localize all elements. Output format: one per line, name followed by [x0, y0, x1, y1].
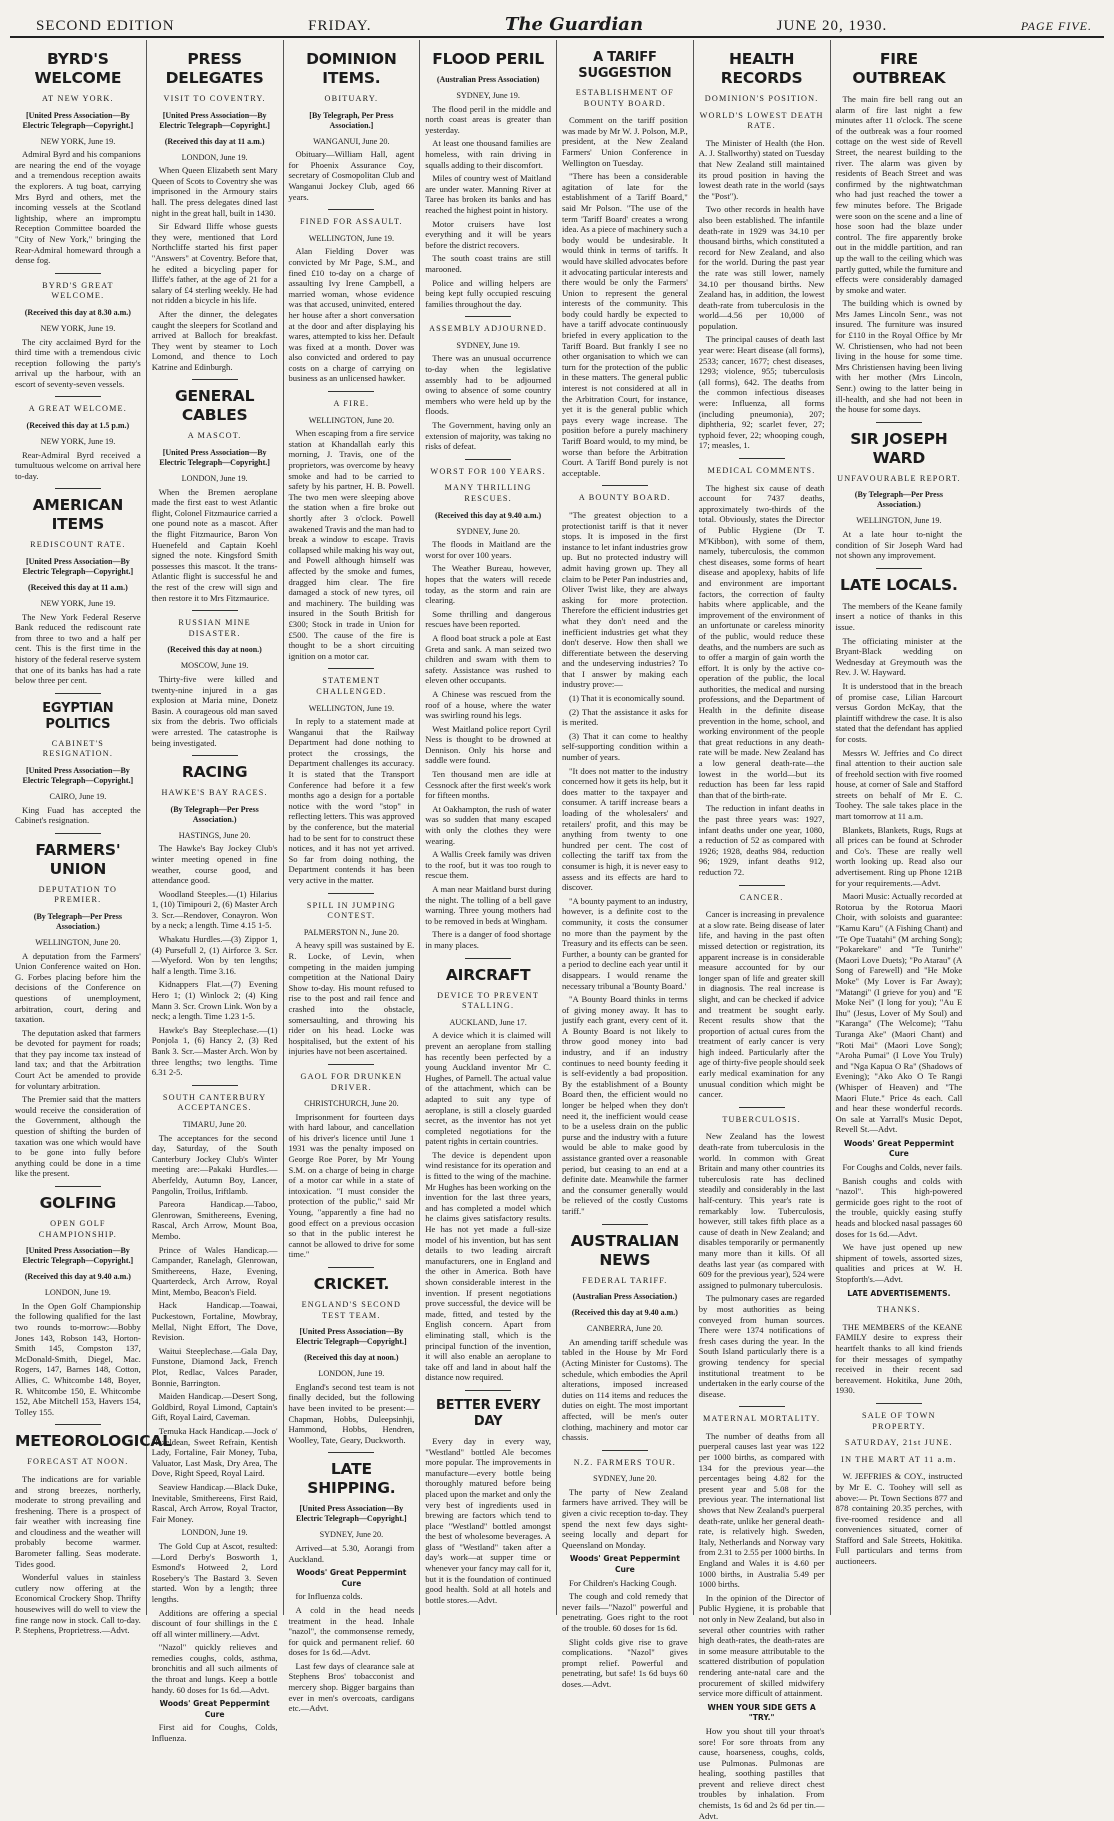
- paragraph: "A Bounty Board thinks in terms of giving money away. It has to justify each grant, every cent of it. A Bounty Board is not likely to throw good money into bad industry, and if an industry continues to need bounty feeding it is self-evidently a bad proposition. By the establishment of a Bounty Board then, the efficient would no longer be helped when they don't need it, the inefficient would cease to be a useless drain on the public purse and the industry with a future would be able to make good by assistance granted over a reasonable period, but ceasing to an end at a definite date. Meanwhile the farmer and the consumer generally would be relieved of the costly Customs tariff.": [562, 994, 688, 1216]
- dateline: MOSCOW, June 19.: [180, 661, 249, 671]
- wire-credit: (Received this day at 9.40 a.m.): [435, 510, 542, 520]
- dateline: SYDNEY, June 20.: [593, 1474, 657, 1484]
- paragraph: The indications are for variable and strong breezes, northerly, moderate to strong prevailing and freshening. There is a prospect of fair weather with increasing fine and cloudiness and the weather will probably become warmer. Barometer falling. Seas moderate. Tides good.: [15, 1473, 141, 1569]
- section-divider: [328, 668, 374, 669]
- paragraph: There is a danger of food shortage in many places.: [425, 929, 551, 950]
- wire-credit: (Received this day at 11 a.m.): [27, 583, 128, 593]
- dateline: SYDNEY, June 19.: [456, 91, 520, 100]
- paragraph: Additions are offering a special discount of four shillings in the £ off all winter millinery.—Advt.: [151, 1607, 278, 1639]
- headline: AMERICAN ITEMS: [32, 496, 124, 534]
- paragraph: "Nazol" quickly relieves and remedies coughs, colds, asthma, bronchitis and all such ailments of the throat and lungs. Keep a bottle handy. 60 doses for 1s 6d.—Advt.: [151, 1642, 278, 1695]
- section-divider: [739, 885, 785, 886]
- wire-credit: (By Telegraph—Per Press Association.): [33, 911, 122, 931]
- dateline: CHRISTCHURCH, June 20.: [304, 1099, 399, 1109]
- paragraph: Maiden Handicap.—Desert Song, Goldbird, Royal Limond, Captain's Gift, Royal Laird, Caveman.: [151, 1391, 278, 1423]
- subheading: HAWKE'S BAY RACES.: [161, 788, 268, 798]
- headline: DOMINION ITEMS.: [306, 50, 397, 87]
- section-divider: [465, 1390, 511, 1391]
- paragraph: There was an unusual occurrence to-day when the legislative assembly had to be adjourned owing to absence of some country members who were held up by the floods.: [425, 353, 551, 417]
- headline: AUSTRALIAN NEWS: [570, 1231, 680, 1269]
- paragraph: A man near Maitland burst during the night. The tolling of a bell gave warning. Three young mothers had to be removed in beds at Wingham.: [425, 884, 551, 926]
- paragraph: The Weather Bureau, however, hopes that the waters will recede today, as the storm and rain are clearing.: [425, 563, 551, 606]
- paragraph: The highest six cause of death account for 7437 deaths, approximately two-thirds of the total. Obviously, states the Director of Public Hygiene (Dr T. M'Kibbon), with some of them, namely, tuberculosis, the common chest diseases, some forms of heart disease and apoplexy, habits of life and environment are important factors, the correction of faulty habits where applicable, and the improvement of the environment of an unfortunate or careless minority of the public, would reduce these deaths, and the numbers are such as to offer a margin of gain worth the effort. It is only by the active co-operation of the public, the local authorities, the medical and nursing professions, and the Department of Health in the definite disease prevention in the home, school, and working environment of the people that great reductions in any death-rate will be made. New Zealand has a low general death-rate—the lowest in the world—but its reduction has been far less rapid than that of the birth-rate.: [698, 482, 825, 800]
- headline: GENERAL CABLES: [174, 387, 255, 425]
- section-divider: [55, 833, 101, 834]
- dateline: WELLINGTON, June 19.: [856, 516, 942, 526]
- paragraph: When the Bremen aeroplane made the first east to west Atlantic flight, Colonel Fitzmaurice carried a one pound note as a mascot. After the flight Fitzmaurice, Baron Von Huenefeld and Captain Koehl signed the note. Kingsford Smith possesses this mascot. It the trans-Atlantic flight is successful he and the rest of the crew will sign and then restore it to Mrs Fitzmaurice.: [151, 486, 278, 603]
- paragraph: Arrived—at 5.30, Aorangi from Auckland.: [288, 1542, 415, 1564]
- paragraph: The members of the Keane family insert a notice of thanks in this issue.: [835, 600, 963, 632]
- paragraph: The principal causes of death last year were: Heart disease (all forms), 2533; cancer, 1677; chest diseases, 1293; violence, 955; tuberculosis (all forms), 642. The deaths from the common infectious diseases were: Influenza, all forms (including pneumonia), 207; diphtheria, 92; scarlet fever, 27; typhoid fever, 22; whooping cough, 17; measles, 1.: [698, 334, 825, 451]
- dateline: CANBERRA, June 20.: [586, 1324, 663, 1334]
- column-grid: [10, 40, 1104, 1821]
- subheading: A FIRE.: [333, 399, 370, 409]
- subheading: A MASCOT.: [187, 431, 242, 441]
- wire-credit: (Received this day at 8.30 a.m.): [24, 307, 131, 317]
- column-7: [831, 40, 968, 1615]
- column-3: [284, 40, 421, 1714]
- paragraph: Maori Music: Actually recorded at Rotorua by the Rotorua Maori Choir, with soloists and guarantee: "Kamu Karu" (A Fishing Chant) and "Te Ope Tuatahi" (M arching Song); "Pokarekare" and "Te Tunirhe" (Maori Love Duets); "Po Atarau" (A Song of Farewell) and "He Moke Moke" (My Lover is Far Away); "Matangi" (I grieve for you) and "E Moke Nei" (I long for you); "Au E Ihu" (Jesus, Lover of My Soul) and "Karanga" (The Welcome); "Tahu Turanga Ake" (Maori Chant) and "Roti Mai" (Maori Love Song); "Aroha Pumai" (I Love You Truly) and "Nga Kapua O Ra" (Shadows of Evening); "Ako Ako O Te Rangi (Whisper of Heaven) and "The Maori Flute." Price 4s each. Call and hear these wonderful records. On sale at Yarrall's Music Depot, Revell St.—Advt.: [835, 891, 963, 1135]
- wire-credit: [United Press Association—By Electric Telegraph—Copyright.]: [159, 110, 270, 130]
- paragraph: A deputation from the Farmers' Union Conference waited on Hon. G. Forbes placing before him the decisions of the Conference on questions of unemployment, arbitration, court, dering and taxation.: [15, 950, 141, 1025]
- subheading: FEDERAL TARIFF.: [582, 1275, 668, 1285]
- headline: RACING: [181, 763, 248, 782]
- subheading: THANKS.: [877, 1305, 921, 1315]
- paragraph: (3) That it can come to healthy self-supporting condition within a number of years.: [562, 730, 688, 763]
- paragraph: Motor cruisers have lost everything and it will be years before the district recovers.: [425, 218, 551, 250]
- paragraph: Hack Handicap.—Toawai, Puckestown, Fortaline, Mowbray, Mellal, Night Effort, The Dove, Revision.: [151, 1300, 278, 1343]
- headline: BYRD'S WELCOME: [34, 50, 122, 87]
- newspaper-title: The Guardian: [505, 14, 644, 35]
- wire-credit: [United Press Association—By Electric Telegraph—Copyright.]: [159, 448, 270, 468]
- wire-credit: (Received this day at noon.): [304, 1353, 399, 1363]
- paragraph: Banish coughs and colds with "nazol". This high-powered germicide goes right to the root of the trouble, quickly easing stuffy heads and blocked nasal passages 60 doses for 1s 6d.—Advt.: [835, 1175, 963, 1239]
- headline: FIRE OUTBREAK: [852, 50, 946, 87]
- wire-credit: (Australian Press Association): [436, 75, 540, 84]
- dateline: LONDON, June 19.: [44, 1288, 111, 1298]
- paragraph: King Fuad has accepted the Cabinet's resignation.: [15, 804, 141, 826]
- section-divider: [602, 1450, 648, 1451]
- paragraph: The deputation asked that farmers be devoted for payment for roads; that they pay income tax instead of land tax; and that the Arbitration Court Act be amended to provide for voluntary arbitration.: [15, 1027, 141, 1091]
- section-divider: [876, 422, 922, 423]
- subheading: MEDICAL COMMENTS.: [707, 466, 816, 475]
- paragraph: A heavy spill was sustained by E. R. Locke, of Levin, when competing in the maiden jumping competition at the National Dairy Show to-day. His mount refused to rise to the post and rail fence and crashed into the obstacle, somersaulting, and throwing his rider on his head. Locke was hospitalised, but the extent of his injuries have not been ascertained.: [288, 940, 415, 1057]
- paragraph: (1) That it is economically sound.: [569, 693, 685, 704]
- subheading: WORLD'S LOWEST DEATH RATE.: [699, 110, 824, 131]
- wire-credit: (By Telegraph—Per Press Association.): [854, 490, 943, 510]
- paragraph: In the Open Golf Championship the following qualified for the last two rounds to-morrow:—Bobby Jones 143, Robson 143, Horton-Smith 145, Compston 137, McDonald-Smith, Diegel, Mac. Rogers, 147, Barnes 148, Cotton, Allies, C. Whitcombe 148, Boyer, R. Whitcombe 150, E. Whitcombe 152, Abe Mitchell 153, Havers 154, Tolley 155.: [15, 1300, 141, 1417]
- subheading: AT NEW YORK.: [41, 94, 114, 103]
- subheading: ENGLAND'S SECOND TEST TEAM.: [301, 1300, 402, 1320]
- section-divider: [192, 1085, 238, 1086]
- paragraph: THE MEMBERS of the KEANE FAMILY desire to express their heartfelt thanks to all kind friends for their messages of sympathy received in their recent sad bereavement. Hokitika, June 20th, 1930.: [835, 1321, 963, 1396]
- wire-credit: [United Press Association—By Electric Telegraph—Copyright.]: [296, 1504, 407, 1524]
- dateline: SYDNEY, June 20.: [319, 1530, 384, 1540]
- paragraph: Miles of country west of Maitland are under water. Manning River at Taree has broken its banks and has reached the highest point in history.: [425, 173, 551, 215]
- paragraph: Comment on the tariff position was made by Mr W. J. Polson, M.P., president, at the New Zealand Farmers' Union Conference in Wellington on Tuesday.: [562, 115, 688, 168]
- advert-heading: Woods' Great Peppermint Cure: [843, 1138, 954, 1159]
- paragraph: Imprisonment for fourteen days with hard labour, and cancellation of his driver's licence until June 1 1931 was the penalty imposed on George Roe Porer, by Mr Young S.M. on a charge of being in charge of a motor car while in a state of intoxication. "I must consider the protection of the public," said Mr Young, "apparently a fine had no good effect on a previous occasion so that in the public interest he cannot be allowed to drive for some time.": [288, 1111, 415, 1260]
- dateline: NEW YORK, June 19.: [40, 437, 116, 447]
- subheading: VISIT TO COVENTRY.: [163, 94, 266, 103]
- paragraph: In the opinion of the Director of Public Hygiene, it is probable that not only in New Zealand, but also in several other countries with rather high death-rates, the death-rates are in some measure attributable to the scattered distribution of population rendering ante-natal care and the procurement of skilled midwifery service more difficult of attainment.: [698, 1592, 825, 1699]
- dateline: HASTINGS, June 20.: [178, 830, 251, 840]
- subheading: OBITUARY.: [324, 94, 379, 103]
- dateline: NEW YORK, June 19.: [40, 599, 116, 609]
- paragraph: The building which is owned by Mrs James Lincoln Senr., was not insured. The furniture was insured for £110 in the Royal Office by Mr W. Christiensen, who had not been living in the house for some time. Mrs Christiensen having been living with her mother (Mrs Lincoln, Senr.) owing to the latter being in ill-health, and she had not been in the house for some days.: [835, 298, 963, 415]
- subheading: MANY THRILLING RESCUES.: [444, 483, 532, 503]
- paragraph: The floods in Maitland are the worst for over 100 years.: [425, 539, 551, 560]
- paragraph: The flood peril in the middle and north coast areas is greater than yesterday.: [425, 103, 551, 135]
- paragraph: for Influenza colds.: [295, 1591, 363, 1602]
- paragraph: For Coughs and Colds, never fails.: [842, 1162, 963, 1173]
- section-divider: [328, 391, 374, 392]
- paragraph: How you shout till your throat's sore! For sore throats from any cause, hoarseness, coughs, colds, use Pulmonas. Pulmonas are healing, soothing pastilles that prevent and relieve direct chest troubles by inhalation. From chemists, 1s 6d and 2s 6d per tin.—Advt.: [698, 1725, 825, 1821]
- wire-credit: [United Press Association—By Electric Telegraph—Copyright.]: [22, 1246, 134, 1266]
- column-6: [694, 40, 831, 1821]
- subheading: SATURDAY, 21st JUNE.: [845, 1438, 953, 1448]
- dateline: LONDON, June 19.: [181, 1528, 248, 1538]
- wire-credit: (By Telegraph—Per Press Association.): [170, 804, 259, 824]
- paragraph: Police and willing helpers are being kept fully occupied rescuing families throughout the day.: [425, 277, 551, 309]
- subheading: RUSSIAN MINE DISASTER.: [178, 618, 251, 638]
- subheading: A BOUNTY BOARD.: [578, 493, 671, 503]
- paragraph: A cold in the head needs treatment in the head. Inhale "nazol", the commonsense remedy, for quick and permanent relief. 60 doses for 1s 6d.—Advt.: [288, 1604, 415, 1658]
- subheading: N.Z. FARMERS TOUR.: [573, 1457, 677, 1467]
- paragraph: The Minister of Health (the Hon. A. J. Stallworthy) stated on Tuesday that New Zealand still maintained its proud position in having the lowest death rate in the world (says the "Post").: [698, 137, 825, 201]
- paragraph: "It does not matter to the industry concerned how it gets its help, but it does matter to the taxpayer and consumer. A tariff increase bears a loading of the wholesalers' and retailers' profit, and this may be anything from twenty to one hundred per cent. The cost of collecting the tariff tax from the consumer is high, it is never easy to assess and its effects are hard to discover.: [562, 765, 688, 893]
- advert-heading: Woods' Great Peppermint Cure: [569, 1554, 680, 1575]
- paragraph: The cough and cold remedy that never fails—"Nazol" powerful and penetrating. Goes right to the root of the trouble. 60 doses for 1s 6d.: [562, 1591, 688, 1633]
- dateline: SYDNEY, June 20.: [456, 526, 520, 536]
- section-divider: [602, 1224, 648, 1225]
- section-divider: [465, 958, 511, 959]
- dateline: WELLINGTON, June 19.: [308, 233, 395, 243]
- headline: LATE LOCALS.: [840, 575, 958, 594]
- paragraph: The Premier said that the matters would receive the consideration of the Government, although the question of shifting the burden of taxation was one which would have to be gone into fully before anything could be done in a time like the present.: [15, 1094, 141, 1179]
- section-divider: [55, 1186, 101, 1187]
- paragraph: Last few days of clearance sale at Stephens Bros' tobacconist and mercery shop. Bigger bargains than ever in men's overcoats, cardigans etc.—Advt.: [288, 1660, 415, 1714]
- wire-credit: [United Press Association—By Electric Telegraph—Copyright.]: [22, 765, 134, 785]
- section-divider: [328, 893, 374, 894]
- subheading: REDISCOUNT RATE.: [30, 540, 126, 550]
- section-divider: [739, 1107, 785, 1108]
- subheading: DOMINION'S POSITION.: [704, 94, 819, 103]
- paragraph: First aid for Coughs, Colds, Influenza.: [151, 1722, 278, 1744]
- paragraph: A Wallis Creek family was driven to the roof, but it was too rough to rescue them.: [425, 849, 551, 881]
- subheading: CANCER.: [739, 892, 784, 902]
- advert-heading: WHEN YOUR SIDE GETS A "TRY.": [707, 1702, 816, 1723]
- paragraph: Two other records in health have also been established. The infantile death-rate in 1929 was 34.10 per thousand births, which constituted a record for New Zealand, and also for the world. During the past year the rate was still lower, namely 34.10 per thousand births. New Zealand has, in addition, the lowest death-rate from tuberculosis in the world—4.56 per 10,000 of population.: [698, 204, 825, 331]
- dateline: WELLINGTON, June 19.: [308, 703, 395, 713]
- subheading: SOUTH CANTERBURY ACCEPTANCES.: [162, 1092, 267, 1113]
- advert-heading: Woods' Great Peppermint Cure: [296, 1568, 407, 1588]
- paragraph: Admiral Byrd and his companions are nearing the end of the voyage and a tremendous reception awaits the explorers. A tug boat, carrying Mrs Byrd and others, met the incoming vessels at the Scotland lightship, where an impromptu Reception Committee boarded the "City of New York," bringing the Rear-Admiral homeward through a dense fog.: [15, 149, 141, 266]
- paragraph: When escaping from a fire service station at Khandallah early this morning, J. Travis, one of the proprietors, was overcome by heavy smoke and had to be carried to safety by his partner, H. B. Powell. The two men were sleeping above the station when a fire broke out shortly after 3 o'clock. Powell awakened Travis and the man had to break a window to escape. Travis collapsed while making his way out, and Powell although himself was affected by the smoke and fumes, dragged him clear. The fire damaged a stock of new tyres, oil and machinery. The building was insured in the South British for £300; Stock in trade in Union for £500. The cause of the fire is thought to be a short circuiting ignition on a motor car.: [288, 428, 415, 661]
- section-divider: [192, 755, 238, 756]
- subheading: UNFAVOURABLE REPORT.: [837, 473, 961, 483]
- column-4: [420, 40, 557, 1615]
- section-divider: [876, 568, 922, 569]
- section-divider: [55, 488, 101, 489]
- subheading: ASSEMBLY ADJOURNED.: [429, 324, 548, 334]
- subheading: OPEN GOLF CHAMPIONSHIP.: [38, 1219, 117, 1239]
- paragraph: "The greatest objection to a protectionist tariff is that it never stops. It is imposed in the first instance to let infant industries grow up. But no protected industry will admit having grown up. They all claim to be Peter Pan industries and, Oliver Twist like, they are always asking for more protection. Therefore the efficient industries get what they don't need and the inefficient industries get what they don't deserve. How then shall we differentiate between the deserving and the undeserving industries? To that I answer by making each industry prove:—: [562, 509, 688, 690]
- paragraph: Alan Fielding Dover was convicted by Mr Page, S.M., and fined £10 to-day on a charge of assaulting Ivy Irene Campbell, a married woman, whose evidence was that accused, uninvited, entered her house after a short conversation at the door and after displaying his wares, attempted to kiss her. Default was fixed at a month. Dover was also convicted and ordered to pay costs on a charge of carrying on business as an unlicensed hawker.: [288, 246, 415, 384]
- paragraph: The south coast trains are still marooned.: [425, 253, 551, 274]
- headline: METEOROLOGICAL: [15, 1432, 172, 1451]
- subheading: CABINET'S RESIGNATION.: [42, 738, 114, 759]
- wire-credit: [United Press Association—By Electric Telegraph—Copyright.]: [296, 1327, 407, 1347]
- advert-heading: Woods' Great Peppermint Cure: [159, 1699, 270, 1719]
- subheading: FORECAST AT NOON.: [27, 1457, 129, 1467]
- paragraph: The city acclaimed Byrd for the third time with a tremendous civic reception following the party's arrival up the harbour, with an escort of seventy-seven vessels.: [15, 336, 141, 389]
- paragraph: Rear-Admiral Byrd received a tumultuous welcome on arrival here to-day.: [15, 449, 141, 481]
- headline: BETTER EVERY DAY: [435, 1397, 541, 1429]
- paragraph: The reduction in infant deaths in the past three years was: 1927, infant deaths under one year, 1080, a reduction of 52 as compared with 1926; 1928, deaths 984, reduction 96; 1929, infant deaths 912, reduction 72.: [698, 803, 825, 877]
- paragraph: Waitui Steeplechase.—Gala Day, Funstone, Diamond Jack, French Plot, Redlac, Valces Parader, Bonnie, Barrington.: [151, 1345, 278, 1388]
- paragraph: West Maitland police report Cyril Ness is thought to be drowned at Dennison. Only his horse and saddle were found.: [425, 723, 551, 766]
- paragraph: In reply to a statement made at Wanganui that the Railway Department had done nothing to protect the crossings, the Department challenges its accuracy. It is stated that the Transport Conference had before it a few months ago a design for a portable notice with the word "stop" in reflecting letters. This was approved by the conference, but the material had to be sent for to construct these notices, and it has not yet arrived. So far from doing nothing, the Department contends it has been very active in the matter.: [288, 716, 415, 885]
- dateline: SYDNEY, June 19.: [456, 340, 520, 350]
- subheading: IN THE MART AT 11 a.m.: [841, 1454, 957, 1464]
- headline: SIR JOSEPH WARD: [850, 429, 948, 467]
- headline: HEALTH RECORDS: [720, 50, 803, 87]
- paragraph: At a late hour to-night the condition of Sir Joseph Ward had not shown any improvement.: [835, 529, 963, 561]
- section-divider: [739, 458, 785, 459]
- paragraph: We have just opened up new shipment of towels, assorted sizes, qualities and prices at W. H. Stopforth's.—Advt.: [835, 1242, 963, 1284]
- paragraph: It is understood that in the breach of promise case, Lilian Harcourt versus Gordon McKay, that the plaintiff withdrew the case. It is also stated that the defendant has applied for costs.: [835, 680, 963, 744]
- headline: FLOOD PERIL: [432, 50, 545, 68]
- paragraph: When Queen Elizabeth sent Mary Queen of Scots to Coventry she was imprisoned in the Armoury stairs hall. The press delegates dined last night in the great hall, built in 1430.: [151, 165, 278, 218]
- wire-credit: (Australian Press Association.): [572, 1292, 678, 1302]
- subheading: DEPUTATION TO PREMIER.: [38, 884, 118, 905]
- paragraph: Ten thousand men are idle at Cessnock after the first week's work for fifteen months.: [425, 769, 551, 801]
- paragraph: Slight colds give rise to grave complications. "Nazol" gives prompt relief. Powerful and penetrating, but safe! 1s 6d buys 60 doses.—Advt.: [562, 1636, 688, 1689]
- paragraph: England's second test team is not finally decided, but the following have been invited to be present:—Chapman, Hobbs, Duleepsinhji, Hammond, Hobbs, Hendren, Woolley, Tate, Geary, Duckworth.: [288, 1381, 415, 1445]
- paragraph: Hawke's Bay Steeplechase.—(1) Ponjola 1, (6) Hancy 2, (3) Red Bank 3. Scr.—Master Arch. Won by three lengths; two lengths. Time 6.31 2-5.: [151, 1024, 278, 1078]
- dateline: LONDON, June 19.: [181, 152, 248, 162]
- subheading: FINED FOR ASSAULT.: [299, 217, 403, 227]
- paragraph: The New York Federal Reserve Bank reduced the rediscount rate from three to two and a half per cent. This is the first time in the history of the federal reserve system that one of its banks has had a rate below three per cent.: [15, 611, 141, 686]
- wire-credit: (Received this day at noon.): [167, 645, 262, 655]
- section-divider: [55, 1424, 101, 1425]
- paragraph: Kidnappers Flat.—(7) Evening Hero 1; (1) Winlock 2; (4) King Mann 3. Scr. Crown Link. Won by a neck; a length. Time 1.23 1-5.: [151, 979, 278, 1022]
- wire-credit: (Received this day at 9.40 a.m.): [24, 1272, 131, 1282]
- section-divider: [328, 1267, 374, 1268]
- dateline: TIMARU, June 20.: [182, 1119, 247, 1129]
- paragraph: Every day in every way, "Westland" bottled Ale becomes more popular. The improvements in manufacture—every bottle being thoroughly matured before being placed upon the market and only the very best of ingredients used in brewing are factors which tend to place "Westland" bottled amongst the best of wholesome beverages. A glass of "Westland" taken after a day's work—at supper time or whenever your fancy may call for it, but it is the foundation of continued good health. Sold at all hotels and bottle stores.—Advt.: [425, 1435, 551, 1605]
- paragraph: A flood boat struck a pole at East Greta and sank. A man seized two children and swam with them to safety. Assistance was rushed to eleven other occupants.: [425, 632, 551, 686]
- paragraph: New Zealand has the lowest death-rate from tuberculosis in the world. In common with Great Britain and many other countries its tuberculosis rate has declined steadily and considerably in the last half-century. This year's rate is remarkably low. Tuberculosis, however, still takes fifth place as a cause of death in New Zealand; and disables temporarily or permanently many more than it kills. Of all deaths last year (as compared with 609 for the previous year), 524 were assigned to pulmonary tuberculosis.: [698, 1131, 825, 1290]
- paragraph: The device is dependent upon wind resistance for its operation and is fitted to the wing of the machine. Mr Hughes has been working on the invention for the last three years, and has completed a model which he claims gives satisfactory results. He has not yet made a full-size model of his invention, but has sent details to two leading aircraft manufacturers, one in England and the other in America. Both have shown considerable interest in the invention. If present negotiations prove successful, the device will be made, fitted, and tested by the English concern. Apart from eliminating stall, which is the principal function of the invention, it will also enable an aeroplane to take off and land in about half the distance now required.: [425, 1149, 551, 1383]
- advert-heading: LATE ADVERTISEMENTS.: [847, 1288, 951, 1298]
- dateline: LONDON, June 19.: [318, 1369, 385, 1379]
- headline: AIRCRAFT: [445, 965, 531, 984]
- dateline: WANGANUI, June 20.: [313, 136, 390, 146]
- section-divider: [876, 1403, 922, 1404]
- dateline: CAIRO, June 19.: [49, 791, 107, 801]
- paragraph: After the dinner, the delegates caught the sleepers for Scotland and arrived at Balloch for breakfast. They went by steamer to Loch Lomond, and thence to Loch Katrine and Edinburgh.: [151, 308, 278, 372]
- section-divider: [328, 1064, 374, 1065]
- paragraph: Prince of Wales Handicap.—Campander, Ranelagh, Glenrowan, Smithereens, Haze, Evening, Quarterdeck, Arch Arrow, Royal Mint, Membo, Beacon's Field.: [151, 1244, 278, 1297]
- subheading: SALE OF TOWN PROPERTY.: [862, 1410, 936, 1431]
- paragraph: Woodland Steeples.—(1) Hilarius 1, (10) Timipouri 2, (6) Master Arch 3. Scr.—Rendover, Conayron. Won by a neck; a length. Time 4.15 1-5.: [151, 888, 278, 931]
- paragraph: For Children's Hacking Cough.: [569, 1577, 677, 1588]
- dateline: LONDON, June 19.: [181, 474, 248, 484]
- paragraph: Sir Edward Iliffe whose guests they were, mentioned that Lord Northcliffe started his first paper "Answers" at Coventry. Before that, he edited a bicycling paper for Iliffe's father, at the age of 21 for a salary of £4 sterling weekly. He had not ridden a bicycle in his life.: [151, 221, 278, 306]
- masthead: [10, 14, 1104, 38]
- paragraph: "A bounty payment to an industry, however, is a definite cost to the community, it costs the consumer no more than the payment by the Treasury and its effects can be seen. Further, a bounty can be granted for a period to decline each year until it disappears. I would rename the necessary tribunal a 'Bounty Board.': [562, 895, 688, 991]
- page-number: PAGE FIVE.: [1020, 19, 1092, 33]
- paragraph: "There has been a considerable agitation of late for the establishment of a Tariff Board," said Mr Polson. "The use of the term 'Tariff Board' creates a wrong idea. As a piece of machinery such a body would be undesirable. It would think in terms of tariffs. It would have skilled advocates before it advocating particular interests and there would be only the Farmers' Union to represent the general interests of the community. This body could hardly be expected to have a tariff advocate continuously briefed in every application to the Tariff Board. But frankly I see no other organisation to which we can turn for the protection of the public in these matters. The general public interest is not considered at all in the Arbitration Court, for instance, yet it is the general public which pays every wage increase. The position before a purely machinery Tariff Board would, to my mind, be worse than before the Arbitration Court. A Tariff Bond purely is not acceptable.: [562, 171, 688, 478]
- paragraph: Pareora Handicap.—Taboo, Glenrowan, Smithereens, Evening, Rascal, Arch Arrow, Mount Boa, Membo.: [151, 1199, 278, 1241]
- paragraph: The Government, having only an extension of majority, was taking no risks of defeat.: [425, 420, 551, 452]
- paragraph: A Chinese was rescued from the roof of a house, where the water was swirling round his legs.: [425, 688, 551, 721]
- issue-date: JUNE 20, 1930.: [776, 18, 888, 34]
- wire-credit: [United Press Association—By Electric Telegraph—Copyright.]: [22, 557, 134, 577]
- paragraph: W. JEFFRIES & COY., instructed by Mr E. C. Toohey will sell as above:— Pt. Town Sections 877 and 878 containing 20.35 perches, with five-roomed residence and all conveniences situated, corner of Stafford and Sale Streets, Hokitika. Full particulars and terms from auctioneers.: [835, 1471, 963, 1567]
- day-label: FRIDAY.: [308, 18, 372, 34]
- paragraph: The main fire bell rang out an alarm of fire last night a few minutes after 11 o'clock. The scene of the outbreak was a four roomed cottage on the west side of Revell Street, the nearest building to the river. The alarm was given by residents of Beach Street and was confirmed by the nightwatchman who had just reached the tower a few minutes before. The Brigade were soon on the scene and a line of hose soon had the blaze under control. The fire apparently broke out in the middle partition, and ran up the wall to the ceiling which was partly gutted, while the furniture and effects were considerably damaged by smoke and water.: [835, 94, 963, 295]
- wire-credit: [By Telegraph, Per Press Association.]: [309, 110, 394, 130]
- subheading: DEVICE TO PREVENT STALLING.: [437, 990, 540, 1011]
- paragraph: The party of New Zealand farmers have arrived. They will be given a civic reception to-day. They spend the next few days sight-seeing locally and depart for Queensland on Monday.: [562, 1486, 688, 1550]
- edition-label: SECOND EDITION: [36, 18, 175, 34]
- headline: CRICKET.: [313, 1275, 390, 1293]
- column-2: [147, 40, 284, 1744]
- subheading: SPILL IN JUMPING CONTEST.: [306, 900, 396, 921]
- paragraph: Whakatu Hurdles.—(3) Zippor 1, (4) Pursefull 2, (1) Airforce 3. Scr.—Wyeford. Won by ten lengths; half a length. Time 3.16.: [151, 934, 278, 976]
- paragraph: The number of deaths from all puerperal causes last year was 122 per 1000 births, as compared with 134 for the previous year—the percentages being 4.82 for the present year and 5.08 for the previous year. The international list shows that New Zealand's puerperal death-rate, unlike her general death-rate, is relatively high. Sweden, Italy, Netherlands and Norway vary from 2.31 to 2.55 per 1000 births. In England and Wales it is 4.60 per 1000 births, in Australia 5.49 per 1000 births.: [698, 1430, 825, 1590]
- headline: FARMERS' UNION: [35, 840, 121, 878]
- section-divider: [55, 273, 101, 274]
- dateline: NEW YORK, June 19.: [40, 323, 116, 333]
- paragraph: At Oakhampton, the rush of water was so sudden that many escaped with only the clothes they were wearing.: [425, 803, 551, 846]
- paragraph: Blankets, Blankets, Rugs, Rugs at all prices can be found at Schroder and Co's. These are really well worth looking up. Read also our advertisement. Ring up Phone 121B for your requirements.—Advt.: [835, 824, 963, 888]
- paragraph: The pulmonary cases are regarded by most authorities as being conveyed from human sources. There were 1374 notifications of fresh cases during the year. In the South Island particularly there is a growing tendency for special institutional treatment to be undertaken in the early course of the disease.: [698, 1293, 825, 1399]
- section-divider: [465, 316, 511, 317]
- subheading: BYRD'S GREAT WELCOME.: [42, 280, 114, 301]
- wire-credit: (Received this day at 9.40 a.m.): [571, 1308, 678, 1318]
- dateline: PALMERSTON N., June 20.: [303, 927, 399, 937]
- section-divider: [55, 693, 101, 694]
- subheading: TUBERCULOSIS.: [722, 1114, 801, 1124]
- section-divider: [192, 610, 238, 611]
- headline: A TARIFF SUGGESTION: [578, 50, 672, 81]
- section-divider: [192, 379, 238, 380]
- column-1: [10, 40, 172, 1636]
- dateline: WELLINGTON, June 20.: [308, 415, 395, 425]
- paragraph: Seaview Handicap.—Black Duke, Inevitable, Smithereens, First Raid, Rascal, Arch Arrow, Royal Tractor, Fair Money.: [151, 1481, 278, 1524]
- subheading: STATEMENT CHALLENGED.: [316, 676, 387, 696]
- section-divider: [602, 485, 648, 486]
- paragraph: Thirty-five were killed and twenty-nine injured in a gas explosion at Maria mine, Donetz Basin. A courageous old man saved six from the debris. Two officials were arrested. The catastrophe is being investigated.: [151, 673, 278, 748]
- paragraph: The officiating minister at the Bryant-Black wedding on Wednesday at Greymouth was the Rev. J. W. Hayward.: [835, 635, 963, 678]
- paragraph: Cancer is increasing in prevalence at a slow rate. Being disease of later life, and having in the past often missed detection or registration, its apparent increase is in considerable measure accounted for by our longer span of life and greater skill in diagnosis. The real increase is slight, and can be checked if advice and treatment be sought early. Recent results show that the proportion of actual cures from the treatment of early cancer is very high indeed. Particularly after the age of thirty-five people should seek early medical examination for any unusual condition which might be cancer.: [698, 909, 825, 1100]
- subheading: WORST FOR 100 YEARS.: [430, 466, 546, 476]
- dateline: NEW YORK, June 19.: [40, 136, 116, 146]
- paragraph: Obituary—William Hall, agent for Phoenix Assurance Coy, secretary of Cosmopolitan Club and Wanganui Jockey Club, aged 66 years.: [288, 149, 415, 202]
- paragraph: The Hawke's Bay Jockey Club's winter meeting opened in fine weather, course good, and attendance good.: [151, 843, 278, 886]
- wire-credit: (Received this day at 11 a.m.): [164, 136, 265, 146]
- paragraph: The Gold Cup at Ascot, resulted:—Lord Derby's Bosworth 1, Esmond's Hotweed 2, Lord Rosebery's The Bastard 3. Seven started. Won by a length; three lengths.: [151, 1540, 278, 1604]
- paragraph: Some thrilling and dangerous rescues have been reported.: [425, 608, 551, 630]
- column-5: [557, 40, 694, 1689]
- section-divider: [55, 396, 101, 397]
- headline: EGYPTIAN POLITICS: [42, 700, 114, 732]
- paragraph: The acceptances for the second day, Saturday, of the South Canterbury Jockey Club's Winter meeting are:—Pakaki Hurdles.—Aberfeldy, Autumn Boy, Lancer, Pangolin, Troilus, Iriftlamb.: [151, 1132, 278, 1196]
- subheading: MATERNAL MORTALITY.: [703, 1414, 821, 1424]
- paragraph: Messrs W. Jeffries and Co direct final attention to their auction sale of freehold section with five roomed house, at corner of Sale and Stafford streets on behalf of Mr E. C. Toohey. The sale takes place in the mart tomorrow at 11 a.m.: [835, 747, 963, 822]
- paragraph: Wonderful values in stainless cutlery now offering at the Economical Crockery Shop. Thrifty housewives will do well to view the fine range now in stock. Call to-day. P. Stephens, Proprietress.—Advt.: [15, 1572, 141, 1636]
- paragraph: (2) That the assistance it asks for is merited.: [562, 706, 688, 728]
- paragraph: An amending tariff schedule was tabled in the House by Mr Ford (Acting Minister for Customs). The schedule, which embodies the April alterations, imposed increased duties on 114 items and reduces the duties on eight. The most important affected, will be men's outer clothing, machinery and motor car chassis.: [562, 1336, 688, 1443]
- paragraph: Temuka Hack Handicap.—Jock o' Hazeldean, Sweet Refrain, Kentish Lady, Fortaline, Fair Money, Tuba, Valuator, Last Mask, Dry Area, The Dove, Right Speed, Royal Laird.: [151, 1426, 278, 1479]
- section-divider: [328, 1452, 374, 1453]
- section-divider: [328, 209, 374, 210]
- subheading: GAOL FOR DRUNKEN DRIVER.: [300, 1071, 403, 1092]
- section-divider: [465, 459, 511, 460]
- dateline: AUCKLAND, June 17.: [449, 1017, 527, 1027]
- subheading: A GREAT WELCOME.: [28, 404, 128, 414]
- subheading: ESTABLISHMENT OF BOUNTY BOARD.: [575, 88, 674, 108]
- wire-credit: (Received this day at 1.5 p.m.): [26, 421, 130, 431]
- paragraph: A device which it is claimed will prevent an aeroplane from stalling has recently been perfected by a young Auckland inventor Mr C. Hughes, of Parnell. The actual value of the attachment, which can be adapted to suit any type of aeroplane, is still a closely guarded secret, as the inventor has not yet completed negotiations for the patent rights in certain countries.: [425, 1030, 551, 1147]
- paragraph: At least one thousand families are homeless, with rain driving in squalls adding to their discomfort.: [425, 138, 551, 170]
- headline: PRESS DELEGATES: [165, 50, 264, 87]
- wire-credit: [United Press Association—By Electric Telegraph—Copyright.]: [22, 110, 134, 130]
- headline: GOLFING: [39, 1194, 117, 1212]
- headline: LATE SHIPPING.: [307, 1460, 396, 1498]
- dateline: WELLINGTON, June 20.: [35, 937, 121, 947]
- section-divider: [739, 1406, 785, 1407]
